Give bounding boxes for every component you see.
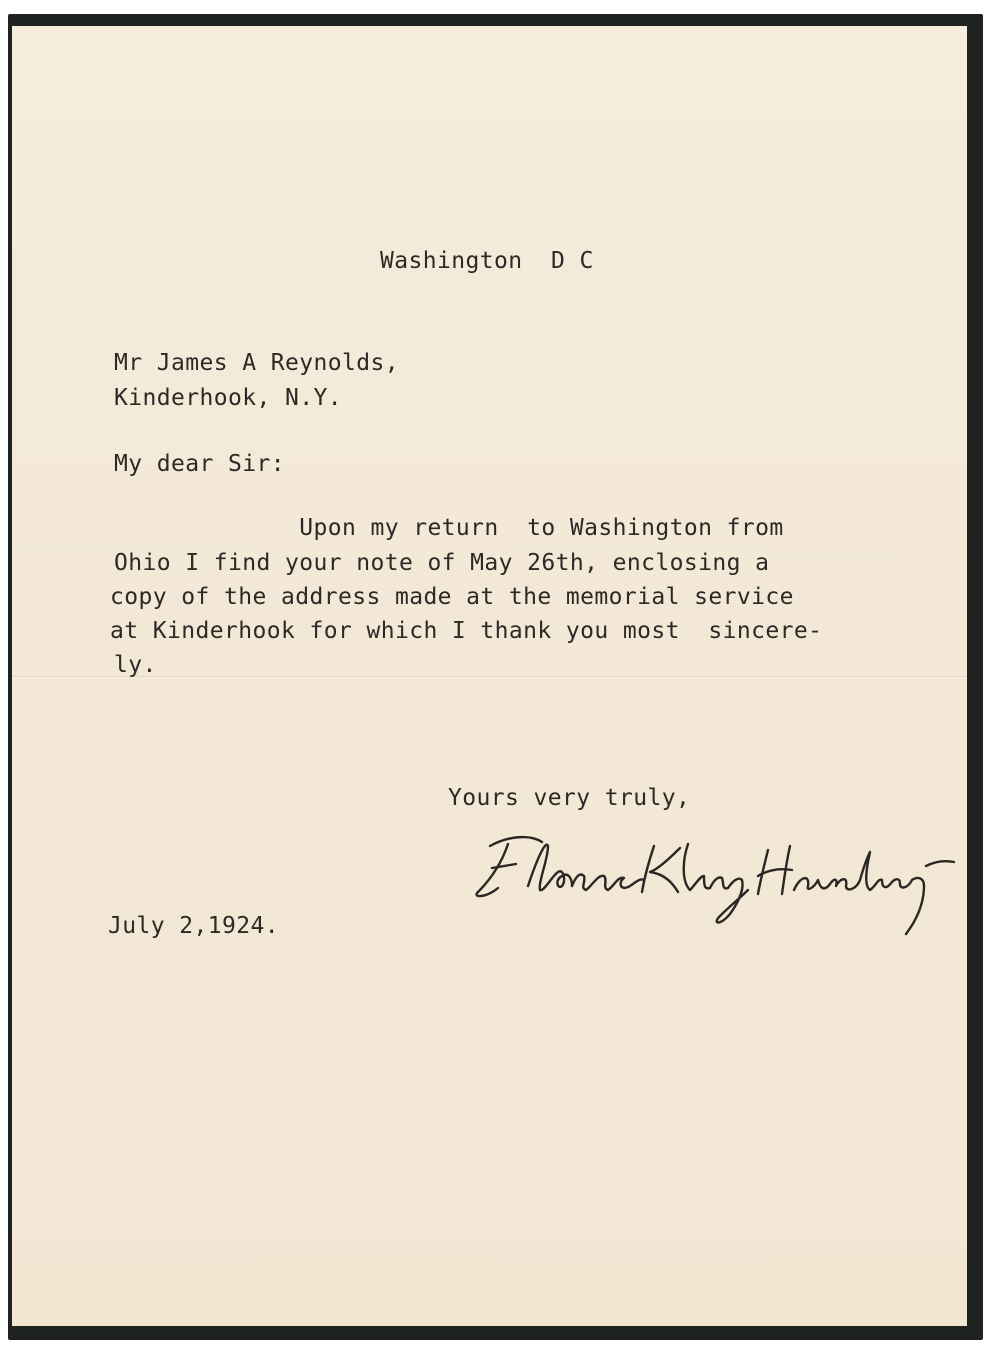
body-line: copy of the address made at the memorial service [110,584,794,610]
place-heading: Washington D C [380,248,594,274]
body-line: Ohio I find your note of May 26th, enclosing a [114,550,770,576]
letter-date: July 2,1924. [108,913,279,939]
body-line: at Kinderhook for which I thank you most sincere- [110,618,823,644]
recipient-address-line: Kinderhook, N.Y. [114,385,342,411]
body-line: ly. [114,652,157,678]
salutation: My dear Sir: [114,451,285,477]
body-line: Upon my return to Washington from [114,515,784,541]
recipient-name-line: Mr James A Reynolds, [114,350,399,376]
handwritten-signature [468,806,968,946]
closing: Yours very truly, [448,785,691,811]
